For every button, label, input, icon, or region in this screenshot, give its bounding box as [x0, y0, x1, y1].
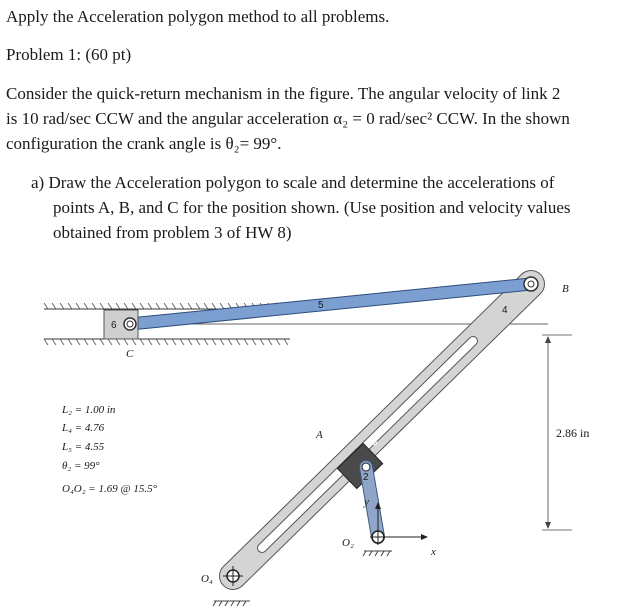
parameter-list [61, 404, 158, 495]
param-l2: L₂ = 1.00 in [62, 404, 116, 416]
axis-x-label: x [431, 546, 436, 558]
point-c-label: C [126, 348, 134, 360]
param-l5: L₅ = 4.55 [62, 441, 105, 453]
link-3-label: 3 [372, 437, 378, 448]
link-5-label: 5 [318, 300, 324, 311]
link-6-label: 6 [111, 320, 117, 331]
pin-b [524, 277, 538, 291]
problem-line-2: is 10 rad/sec CCW and the angular acceleration α₂ = 0 rad/sec² CCW. In the shown [6, 109, 570, 128]
problem-line-3: configuration the crank angle is θ₂= 99°. [6, 134, 282, 153]
question-a-line-1: a) Draw the Acceleration polygon to scale and determine the accelerations of [31, 173, 555, 192]
param-l4: L₄ = 4.76 [62, 422, 105, 434]
point-b-label: B [562, 283, 569, 295]
point-a-label: A [316, 429, 323, 441]
link-2-label: 2 [363, 472, 369, 483]
mechanism-figure [0, 255, 632, 609]
instruction-text: Apply the Acceleration polygon method to all problems. [6, 7, 390, 26]
problem-line-1: Consider the quick-return mechanism in the figure. The angular velocity of link 2 [6, 84, 561, 103]
link-4-label: 4 [502, 305, 508, 316]
problem-title: Problem 1: (60 pt) [6, 45, 132, 64]
question-a-line-3: obtained from problem 3 of HW 8) [53, 223, 292, 242]
pin-c [124, 318, 136, 330]
dimension-label: 2.86 in [556, 426, 590, 440]
slider-bottom-rail [44, 339, 290, 345]
param-theta2: θ₂ = 99° [62, 460, 100, 472]
question-a-line-2: points A, B, and C for the position shown. (Use position and velocity values [53, 198, 571, 217]
axis-y-label: y [364, 496, 369, 508]
param-o4o2: O₄O₂ = 1.69 @ 15.5° [62, 483, 157, 495]
pivot-o4-label: O₄ [201, 573, 213, 585]
pivot-o2-label: O₂ [342, 537, 354, 549]
link-5-rod [130, 284, 531, 324]
